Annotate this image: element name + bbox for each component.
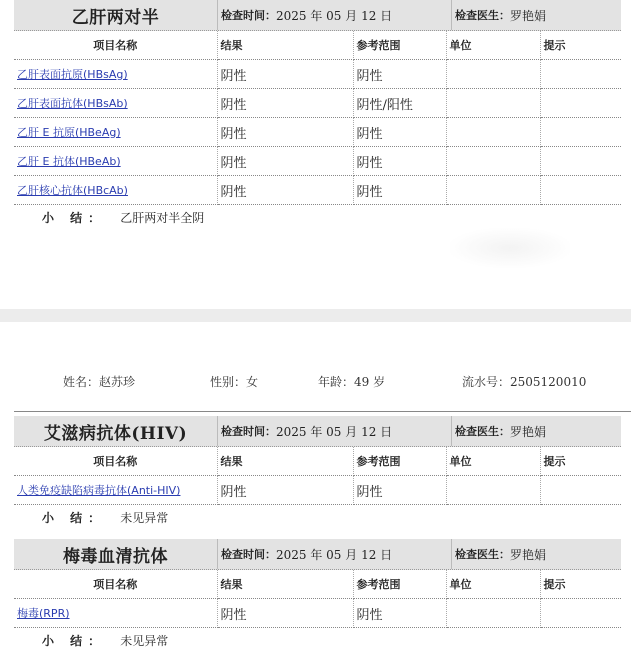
result-cell: 阴性 bbox=[217, 599, 353, 628]
summary-label: 小 结： bbox=[42, 210, 107, 225]
item-name-link[interactable]: 乙肝 E 抗体(HBeAb) bbox=[17, 155, 121, 168]
item-name-cell bbox=[14, 147, 217, 176]
hint-cell bbox=[540, 89, 621, 118]
unit-cell bbox=[446, 476, 540, 505]
result-table bbox=[14, 570, 621, 628]
exam-time-value: 2025 年 05 月 12 日 bbox=[276, 424, 393, 439]
column-header: 项目名称 bbox=[14, 31, 217, 60]
table-row bbox=[14, 60, 621, 89]
column-header: 提示 bbox=[540, 570, 621, 599]
item-name-cell bbox=[14, 176, 217, 205]
result-table bbox=[14, 447, 621, 505]
result-cell: 阴性 bbox=[217, 60, 353, 89]
range-cell: 阴性 bbox=[353, 60, 446, 89]
result-cell: 阴性 bbox=[217, 89, 353, 118]
column-header: 单位 bbox=[446, 447, 540, 476]
patient-sex: 性别：女 bbox=[210, 375, 259, 389]
table-header-row bbox=[14, 31, 621, 60]
hint-cell bbox=[540, 60, 621, 89]
summary-value: 未见异常 bbox=[120, 633, 169, 648]
result-cell: 阴性 bbox=[217, 476, 353, 505]
section-syphilis bbox=[14, 539, 621, 652]
column-header: 单位 bbox=[446, 31, 540, 60]
section-title: 艾滋病抗体(HIV) bbox=[43, 423, 188, 444]
exam-time-label: 检查时间： bbox=[221, 425, 276, 438]
column-header: 参考范围 bbox=[353, 31, 446, 60]
item-name-cell bbox=[14, 599, 217, 628]
section-header bbox=[14, 0, 621, 31]
item-name-link[interactable]: 乙肝表面抗原(HBsAg) bbox=[17, 68, 128, 81]
item-name-link[interactable]: 人类免疫缺陷病毒抗体(Anti-HIV) bbox=[17, 484, 181, 497]
item-name-link[interactable]: 乙肝 E 抗原(HBeAg) bbox=[17, 126, 121, 139]
table-row bbox=[14, 476, 621, 505]
hint-cell bbox=[540, 147, 621, 176]
section-hepatitis-b bbox=[14, 0, 621, 229]
exam-doctor-value: 罗艳娟 bbox=[510, 8, 547, 23]
section-title: 梅毒血清抗体 bbox=[63, 546, 168, 567]
column-header: 结果 bbox=[217, 570, 353, 599]
summary-value: 乙肝两对半全阴 bbox=[120, 210, 205, 225]
range-cell: 阴性 bbox=[353, 118, 446, 147]
unit-cell bbox=[446, 147, 540, 176]
hint-cell bbox=[540, 118, 621, 147]
exam-doctor bbox=[451, 539, 621, 569]
hint-cell bbox=[540, 599, 621, 628]
exam-time-label: 检查时间： bbox=[221, 548, 276, 561]
table-header-row bbox=[14, 447, 621, 476]
range-cell: 阴性 bbox=[353, 147, 446, 176]
table-row bbox=[14, 599, 621, 628]
result-cell: 阴性 bbox=[217, 118, 353, 147]
range-cell: 阴性 bbox=[353, 476, 446, 505]
patient-name: 姓名：赵苏珍 bbox=[63, 375, 136, 389]
table-header-row bbox=[14, 570, 621, 599]
result-cell: 阴性 bbox=[217, 147, 353, 176]
patient-serial: 流水号：2505120010 bbox=[462, 375, 587, 389]
column-header: 提示 bbox=[540, 31, 621, 60]
exam-doctor bbox=[451, 416, 621, 446]
stamp-blur bbox=[450, 228, 570, 268]
exam-time bbox=[217, 539, 451, 569]
column-header: 项目名称 bbox=[14, 447, 217, 476]
item-name-cell bbox=[14, 118, 217, 147]
summary-label: 小 结： bbox=[42, 633, 107, 648]
column-header: 项目名称 bbox=[14, 570, 217, 599]
exam-time-label: 检查时间： bbox=[221, 9, 276, 22]
summary bbox=[14, 505, 621, 529]
summary-label: 小 结： bbox=[42, 510, 107, 525]
exam-time-value: 2025 年 05 月 12 日 bbox=[276, 547, 393, 562]
column-header: 单位 bbox=[446, 570, 540, 599]
item-name-cell bbox=[14, 60, 217, 89]
item-name-link[interactable]: 梅毒(RPR) bbox=[17, 607, 70, 620]
unit-cell bbox=[446, 118, 540, 147]
column-header: 结果 bbox=[217, 447, 353, 476]
exam-doctor-value: 罗艳娟 bbox=[510, 547, 547, 562]
table-row bbox=[14, 147, 621, 176]
result-table bbox=[14, 31, 621, 205]
exam-time-value: 2025 年 05 月 12 日 bbox=[276, 8, 393, 23]
exam-doctor-label: 检查医生： bbox=[455, 9, 510, 22]
exam-doctor-label: 检查医生： bbox=[455, 548, 510, 561]
unit-cell bbox=[446, 60, 540, 89]
unit-cell bbox=[446, 176, 540, 205]
item-name-cell bbox=[14, 476, 217, 505]
section-hiv bbox=[14, 416, 621, 529]
result-cell: 阴性 bbox=[217, 176, 353, 205]
summary bbox=[14, 628, 621, 652]
unit-cell bbox=[446, 599, 540, 628]
summary-value: 未见异常 bbox=[120, 510, 169, 525]
item-name-cell bbox=[14, 89, 217, 118]
table-row bbox=[14, 118, 621, 147]
section-header bbox=[14, 416, 621, 447]
column-header: 提示 bbox=[540, 447, 621, 476]
exam-doctor bbox=[451, 0, 621, 30]
hint-cell bbox=[540, 176, 621, 205]
table-row bbox=[14, 89, 621, 118]
divider bbox=[14, 411, 631, 412]
exam-doctor-label: 检查医生： bbox=[455, 425, 510, 438]
page-gap bbox=[0, 309, 631, 322]
range-cell: 阴性 bbox=[353, 176, 446, 205]
item-name-link[interactable]: 乙肝核心抗体(HBcAb) bbox=[17, 184, 128, 197]
unit-cell bbox=[446, 89, 540, 118]
item-name-link[interactable]: 乙肝表面抗体(HBsAb) bbox=[17, 97, 128, 110]
exam-doctor-value: 罗艳娟 bbox=[510, 424, 547, 439]
column-header: 参考范围 bbox=[353, 447, 446, 476]
range-cell: 阴性 bbox=[353, 599, 446, 628]
patient-age: 年龄：49 岁 bbox=[318, 375, 386, 389]
exam-time bbox=[217, 416, 451, 446]
section-title: 乙肝两对半 bbox=[71, 7, 160, 28]
table-row bbox=[14, 176, 621, 205]
hint-cell bbox=[540, 476, 621, 505]
section-header bbox=[14, 539, 621, 570]
range-cell: 阴性/阳性 bbox=[353, 89, 446, 118]
column-header: 参考范围 bbox=[353, 570, 446, 599]
exam-time bbox=[217, 0, 451, 30]
column-header: 结果 bbox=[217, 31, 353, 60]
summary bbox=[14, 205, 621, 229]
